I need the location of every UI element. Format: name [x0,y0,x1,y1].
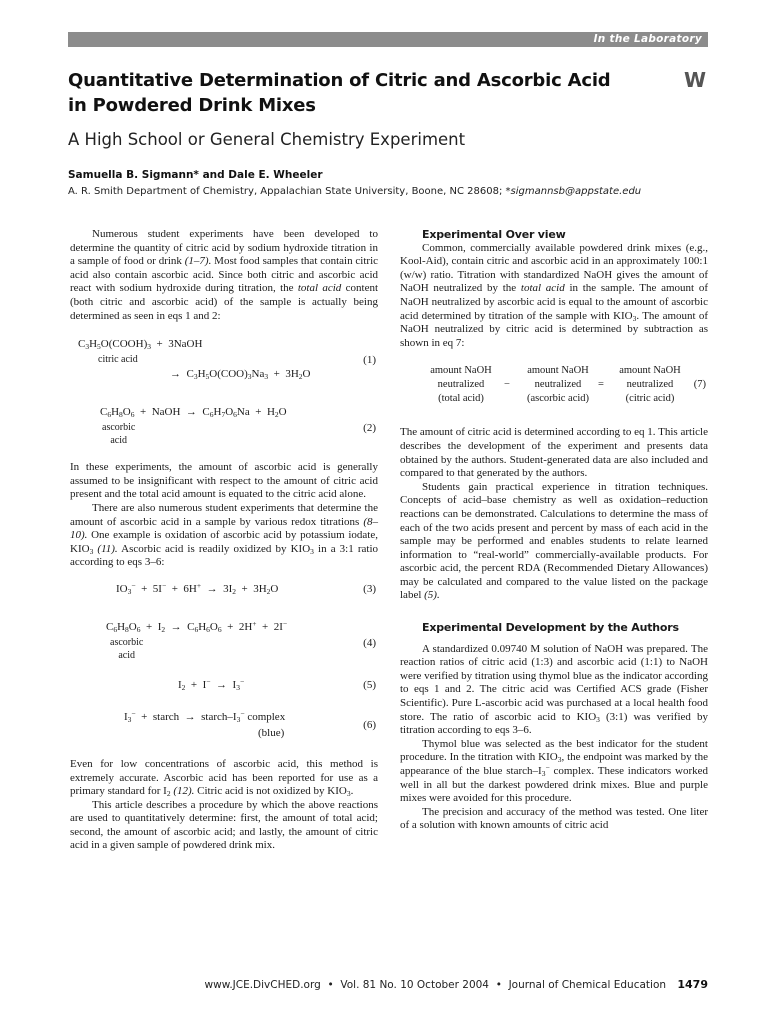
article-subtitle: A High School or General Chemistry Experiment [68,130,466,149]
eq1-number: (1) [363,354,376,367]
footer-volume: Vol. 81 No. 10 October 2004 [340,979,489,991]
paragraph: Students gain practical experience in titration techniques. Concepts of acid–base chemistry as well as oxidation–reduction reactions can be demonstrated. Calculations to determine the mass of each of the two acids present and percent by mass of each acid in the sample may be performed and enables students to relate learned information to “real-world” commercially-available products. For ascorbic acid, the percent RDA (Recommended Dietary Allowances) may be calculated and compared to the value listed on the package label (5). [400,480,708,602]
eq1-label: citric acid [98,354,138,366]
section-band [68,32,708,47]
web-supplement-mark: W [684,68,707,92]
left-column [70,228,378,853]
eq3-number: (3) [363,582,376,595]
paragraph: The amount of citric acid is determined according to eq 1. This article describes the development of the experiment and presents data obtained by the authors. Student-generated data are also included and compared to that generated by the authors. [400,426,708,480]
eq7-number: (7) [693,379,706,391]
paragraph: This article describes a procedure by which the above reactions are used to quantitatively determine: first, the amount of total acid; second, the amount of ascorbic acid; and lastly, the amount of citric acid in a given sample of powdered drink mix. [70,798,378,852]
affiliation-text: A. R. Smith Department of Chemistry, Appalachian State University, Boone, NC 28608; * [68,186,511,197]
eq4-number: (4) [363,636,376,649]
equation-5: $I_2 + I^- \to I_3^-$ (5) [178,676,376,692]
footer-journal: Journal of Chemical Education [508,979,667,991]
eq2-label: ascorbic acid [102,422,136,447]
section-heading: Experimental Over view [422,228,566,241]
eq6-number: (6) [363,718,376,731]
paragraph: Numerous student experiments have been developed to determine the quantity of citric acid by sodium hydroxide titration in a sample of food or drink (1–7). Most food samples that contain citric acid also contain ascorbic acid. Since both citric and ascorbic acid react with sodium hydroxide during titration, the total acid content (both citric and ascorbic acid) of the sample is actually being determined as seen in eqs 1 and 2: [70,228,379,322]
eq6-color: (blue) [258,726,285,739]
equation-1: $C_3H_5O(COOH)_3$ + 3NaOH citric acid → $C_3H_5O(COO)_3Na_3 + 3H_2O$ (1) [78,338,376,382]
author-email[interactable]: sigmannsb@appstate.edu [510,186,642,197]
paragraph: Common, commercially available powdered drink mixes (e.g., Kool-Aid), contain citric and ascorbic acid in an approximately 100:1 (w/w) ratio. Titration with standardized NaOH gives the amount of NaOH neutralized by the total acid in the sample. The amount of NaOH neutralized by ascorbic acid is equal to the amount of ascorbic acid determined by titration of the sample with $KIO_3$. The amount of NaOH neutralized by citric acid is determined by subtraction as shown in eq 7: [400,241,709,349]
affiliation [68,186,641,197]
paragraph: There are also numerous student experiments that determine the amount of ascorbic acid in a sample by various redox titrations (8–10). One example is oxidation of ascorbic acid by potassium iodate, $KIO_3$ (11). Ascorbic acid is readily oxidized by $KIO_3$ in a 3:1 ratio according to eqs 3–6: [70,501,379,569]
paragraph: Even for low concentrations of ascorbic acid, this method is extremely accurate. Ascorbic acid has been reported for use as a primary standard for $I_2$ (12). Citric acid is not oxidized by $KIO_3$. [70,757,378,799]
eq7-term-ascorbic: amount NaOH neutralized (ascorbic acid) [526,365,590,405]
eq7-minus: − [504,379,510,391]
eq7-term-citric: amount NaOH neutralized (citric acid) [619,365,681,405]
article-title [68,68,658,118]
page-footer: www.JCE.DivCHED.org • Vol. 81 No. 10 October 2004 • Journal of Chemical Education 1479 [204,978,708,991]
eq2-number: (2) [363,422,376,435]
eq7-term-total: amount NaOH neutralized (total acid) [430,365,492,405]
equation-2: $C_6H_8O_6$ + NaOH → $C_6H_7O_6Na + H_2O$ ascorbic acid (2) [100,406,376,447]
section-label: In the Laboratory [593,33,702,45]
equation-7 [400,364,708,412]
citation: (1–7). [184,255,212,268]
title-line-1: Quantitative Determination of Citric and Ascorbic Acid [68,70,611,91]
paragraph: The precision and accuracy of the method was tested. One liter of a solution with known amounts of citric acid [400,805,708,832]
eq7-equals: = [598,379,604,391]
equation-3: $IO_3^- + 5I^- + 6H^+ \to 3I_2 + 3H_2O$ (3) [116,580,376,596]
equation-4: $C_6H_8O_6 + I_2 \to C_6H_6O_6 + 2H^+ + 2I^-$ ascorbic acid (4) [106,618,376,661]
authors: Samuella B. Sigmann* and Dale E. Wheeler [68,169,323,181]
right-column [400,228,708,833]
section-heading: Experimental Development by the Authors [422,621,679,635]
title-line-2: in Powdered Drink Mixes [68,95,316,116]
equation-6: $I_3^-$ + starch → starch–$I_3^-$ complex (blue) (6) [124,708,376,739]
paragraph: In these experiments, the amount of ascorbic acid is generally assumed to be insignificant with respect to the amount of citric acid present and the total acid amount is equated to the citric acid alone. [70,461,378,501]
paragraph: Thymol blue was selected as the best indicator for the student procedure. In the titration with $KIO_3$, the endpoint was marked by the appearance of the blue starch–$I_3^-$ complex. These indicators worked well in all but the darkest powdered drink mixes. Blue and purple mixes were avoided for this procedure. [400,737,708,805]
paragraph: A standardized 0.09740 M solution of NaOH was prepared. The reaction ratios of citric acid (1:3) and ascorbic acid (1:1) to NaOH were verified by titration using thymol blue as the indicator according to eqs 1 and 2. The citric acid was Certified ACS grade (Fisher Scientific). Pure L-ascorbic acid was purchased at a local health food store. The ratio of ascorbic acid to $KIO_3$ (3:1) was verified by titration according to eqs 3–6. [400,642,708,737]
eq4-label: ascorbic acid [110,636,144,661]
eq5-number: (5) [363,678,376,691]
footer-url[interactable]: www.JCE.DivCHED.org [204,979,321,991]
page-number: 1479 [677,978,708,991]
